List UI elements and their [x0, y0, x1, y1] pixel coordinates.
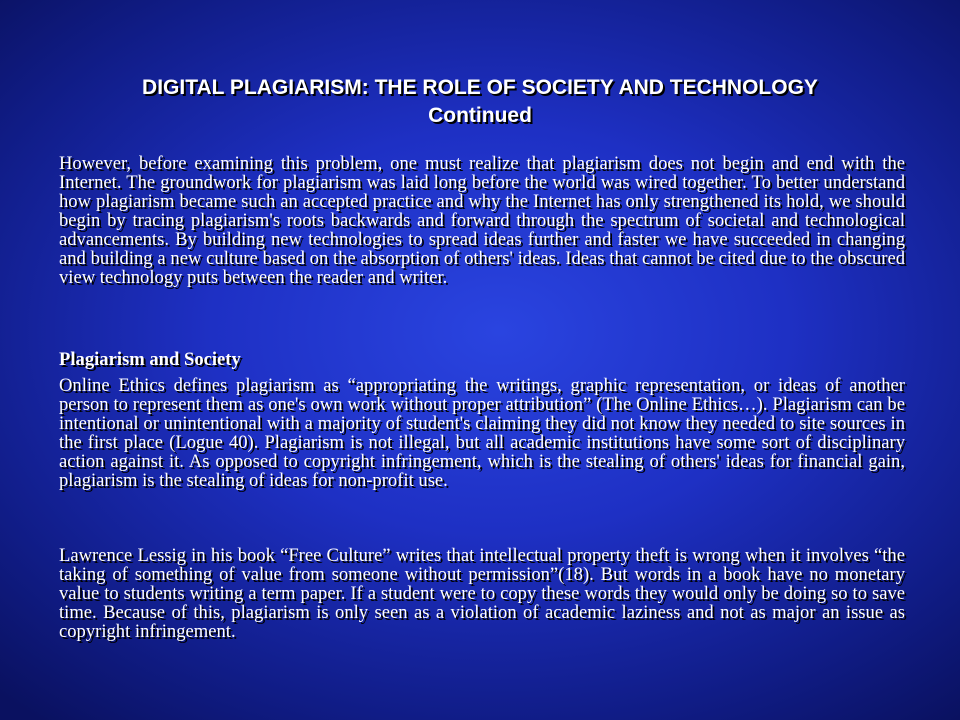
paragraph-definition: Online Ethics defines plagiarism as “appropriating the writings, graphic representation, or ideas of another person to represent them as one's own work without proper attribution” (The Online Ethics…). Plagiarism can be intentional or unintentional with a majority of student's claiming they did not know they needed to site sources in the first place (Logue 40). Plagiarism is not illegal, but all academic institutions have some sort of disciplinary action against it. As opposed to copyright infringement, which is the stealing of others' ideas for financial gain, plagiarism is the stealing of ideas for non-profit use.	[59, 375, 905, 491]
paragraph-intro: However, before examining this problem, one must realize that plagiarism does not begin and end with the Internet. The groundwork for plagiarism was laid long before the world was wired together. To better understand how plagiarism became such an accepted practice and why the Internet has only strengthened its hold, we should begin by tracing plagiarism's roots backwards and forward through the spectrum of societal and technological advancements. By building new technologies to spread ideas further and faster we have succeeded in changing and building a new culture based on the absorption of others' ideas. Ideas that cannot be cited due to the obscured view technology puts between the reader and writer.	[59, 153, 905, 288]
section-heading: Plagiarism and Society	[59, 349, 241, 370]
paragraph-lessig: Lawrence Lessig in his book “Free Culture” writes that intellectual property theft is wrong when it involves “the taking of something of value from someone without permission”(18). But words in a book have no monetary value to students writing a term paper. If a student were to copy these words they would only be doing so to save time. Because of this, plagiarism is only seen as a violation of academic laziness and not as major an issue as copyright infringement.	[59, 545, 905, 642]
slide-title: DIGITAL PLAGIARISM: THE ROLE OF SOCIETY AND TECHNOLOGY	[142, 76, 818, 99]
slide-subtitle: Continued	[428, 104, 532, 127]
